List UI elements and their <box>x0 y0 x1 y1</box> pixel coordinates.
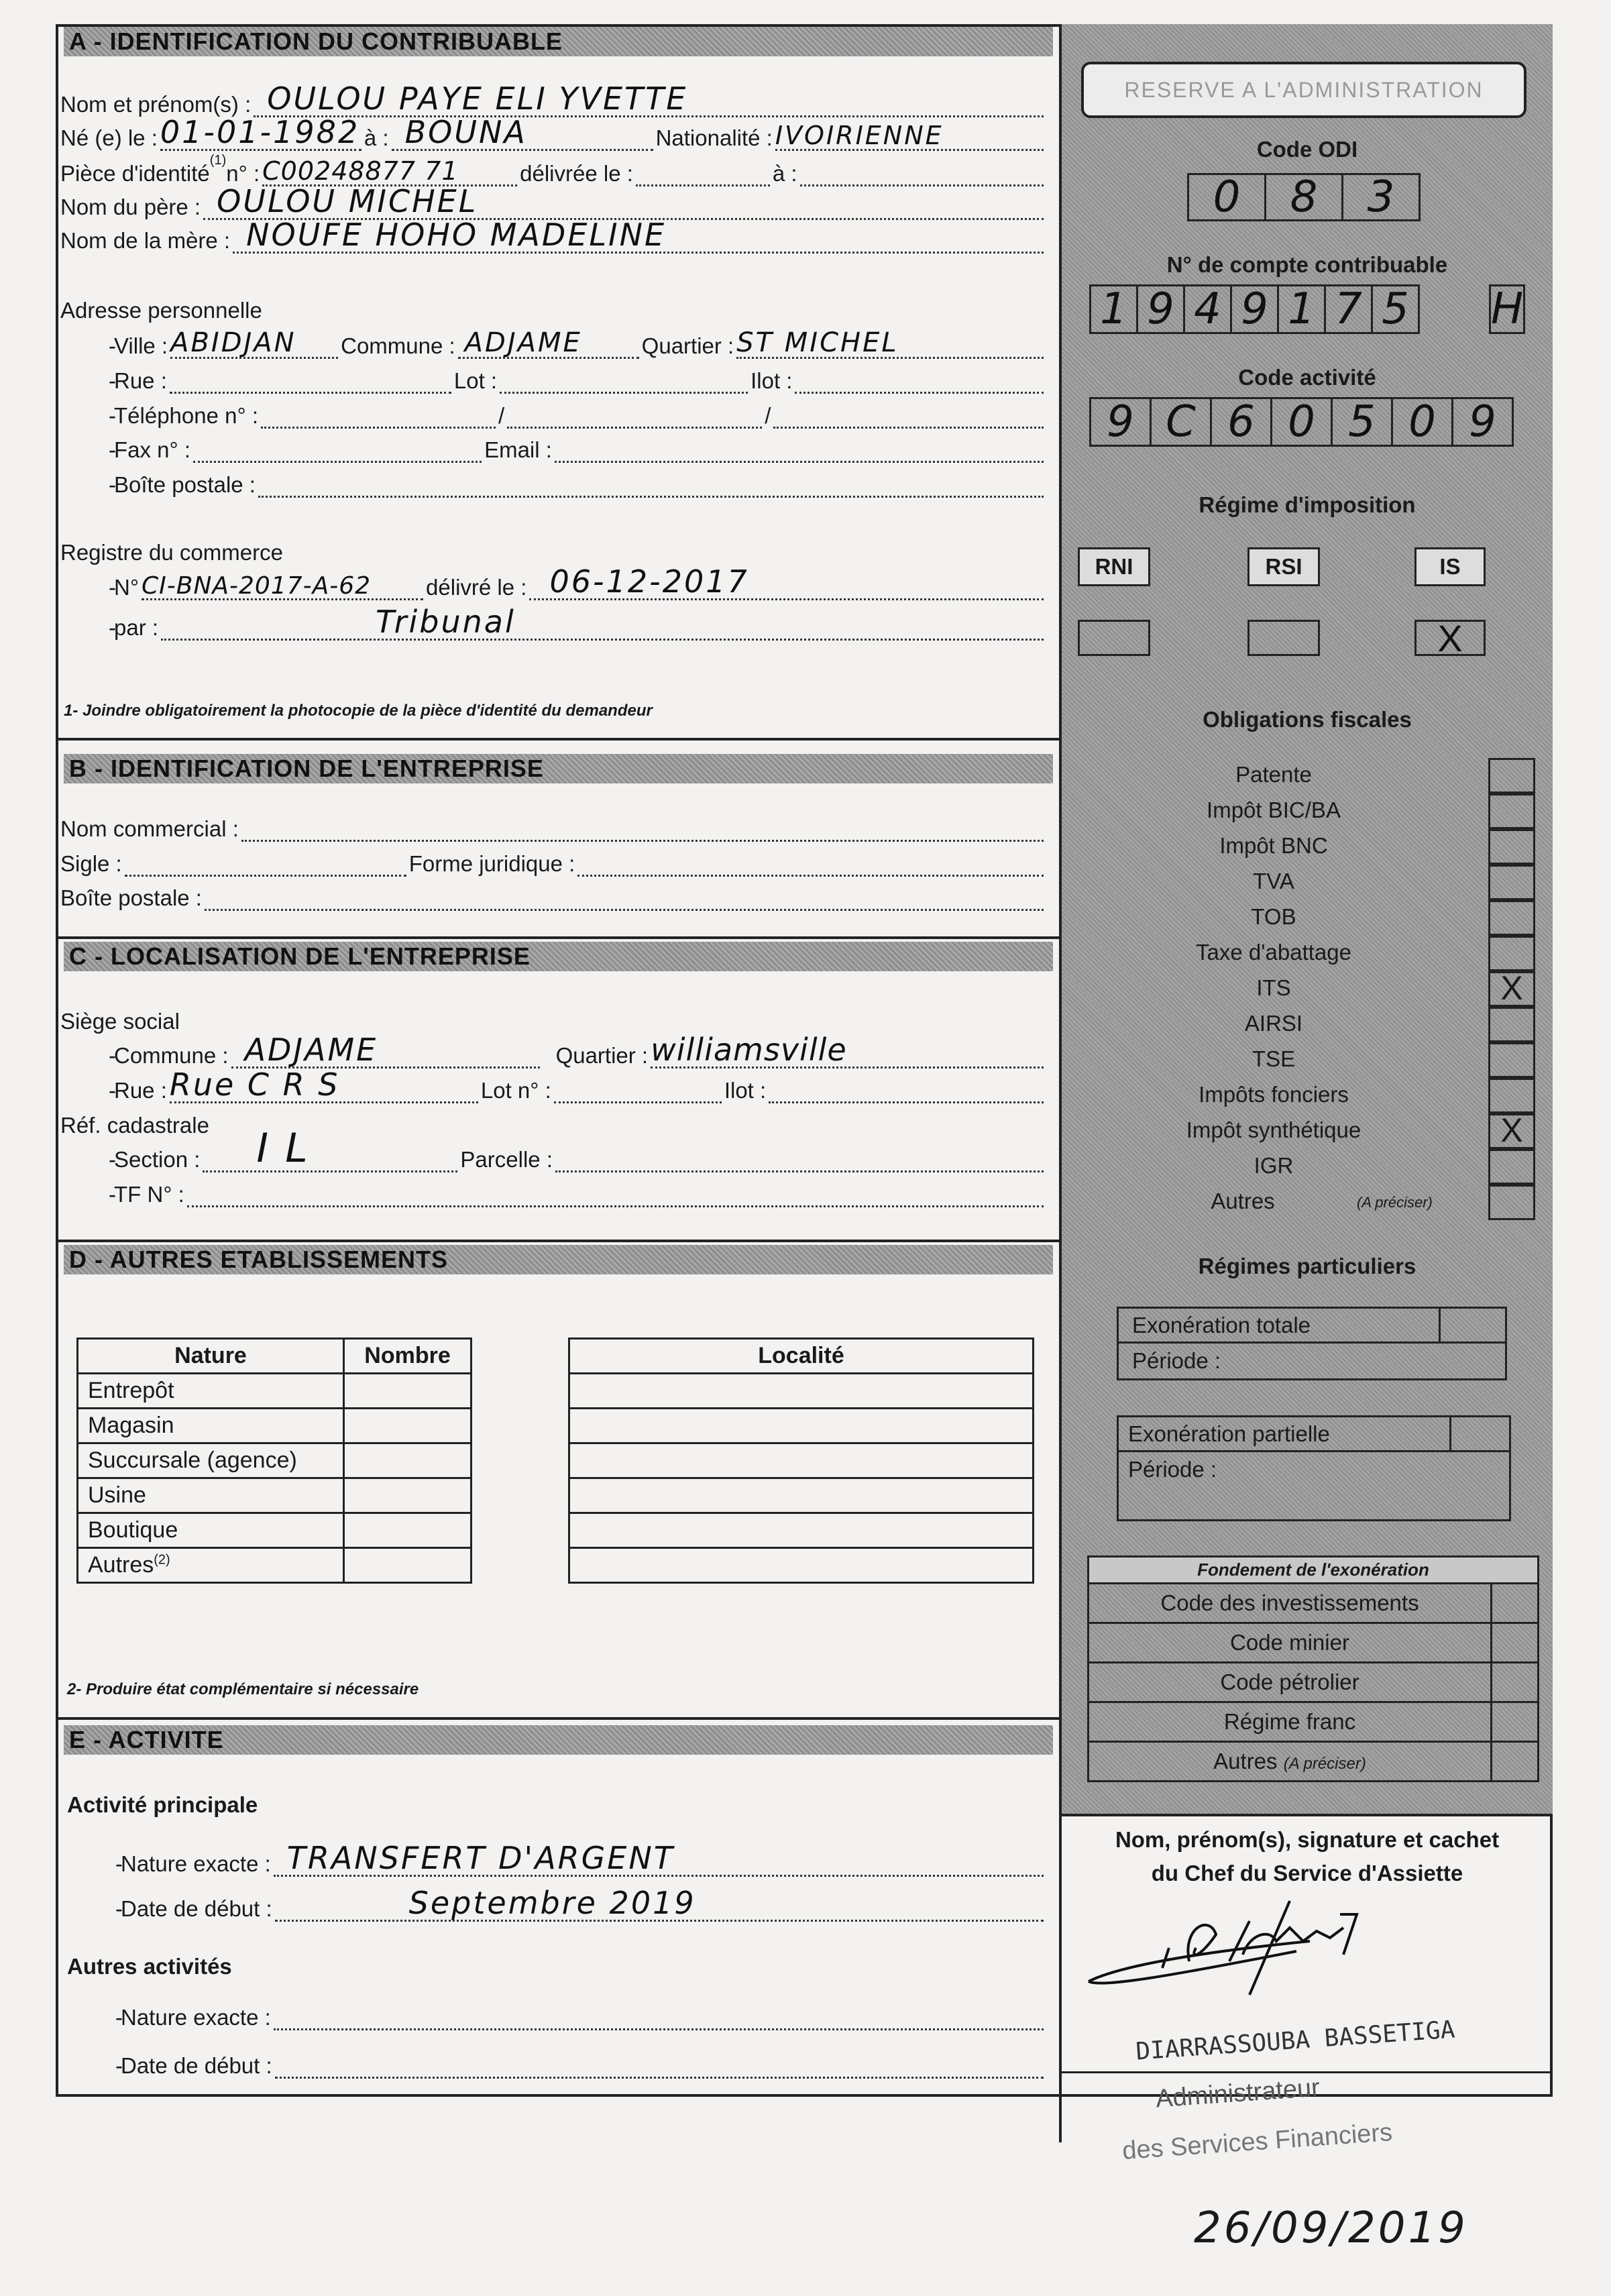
autres-label: Autres activités <box>67 1954 232 1979</box>
ref-heading <box>60 1105 1046 1138</box>
telephone-row <box>60 395 1046 429</box>
c-quartier-label: Quartier : <box>555 1043 649 1068</box>
nature-field[interactable] <box>274 1840 1044 1877</box>
compte-label: N° de compte contribuable <box>1166 252 1448 277</box>
nombre-cell[interactable] <box>344 1513 471 1548</box>
exo-partielle-label: Exonération partielle <box>1119 1417 1451 1452</box>
bullet: - <box>109 333 116 358</box>
debut-field[interactable] <box>275 1885 1044 1922</box>
ref-label: Réf. cadastrale <box>60 1113 209 1138</box>
pere-row <box>60 183 1046 220</box>
localite-cell[interactable] <box>569 1374 1034 1409</box>
section-d-header: D - AUTRES ETABLISSEMENTS <box>64 1245 1053 1274</box>
obligation-checkbox[interactable] <box>1488 758 1535 794</box>
digit-box: 7 <box>1324 284 1373 334</box>
obligation-label: Impôt synthétique <box>1186 1117 1362 1142</box>
b-bp-field[interactable] <box>205 885 1044 911</box>
piece-sup: (1) <box>209 153 227 168</box>
ne-field[interactable] <box>160 114 362 151</box>
email-field[interactable] <box>555 437 1044 463</box>
rue-label: Rue : <box>114 368 167 393</box>
ville-field[interactable] <box>170 327 338 359</box>
row-label: Usine <box>78 1478 344 1513</box>
periode2-label: Période : <box>1128 1457 1217 1482</box>
delivree-lieu-field[interactable] <box>800 161 1044 186</box>
fondement-item: Régime franc <box>1089 1702 1492 1742</box>
c-rue-value: Rue C R S <box>169 1067 340 1103</box>
signature-date: 26/09/2019 <box>1194 2203 1468 2253</box>
bullet: - <box>115 2053 123 2078</box>
lot-label: Lot : <box>453 368 498 393</box>
delivree-label: délivrée le : <box>520 161 633 186</box>
row-label: Autres <box>88 1552 154 1578</box>
bullet: - <box>109 368 116 393</box>
lieu-value: BOUNA <box>404 114 527 150</box>
localite-cell[interactable] <box>569 1548 1034 1583</box>
adresse-label: Adresse personnelle <box>60 298 262 323</box>
rc-delivre-field[interactable] <box>529 563 1044 600</box>
debut-value: Septembre 2019 <box>408 1885 696 1921</box>
regime-label: Régime d'imposition <box>1199 492 1416 517</box>
nom-commercial-row <box>60 808 1046 842</box>
digit-box: 0 <box>1270 397 1333 447</box>
footnote-2: 2- Produire état complémentaire si nécessaire <box>67 1680 419 1698</box>
tf-field[interactable] <box>187 1182 1044 1207</box>
divider <box>56 1717 1062 1720</box>
a-preciser-note: (A préciser) <box>1357 1194 1433 1211</box>
obligation-checkbox[interactable]: X <box>1488 971 1535 1007</box>
c-commune-field[interactable] <box>231 1032 540 1069</box>
principale-heading <box>67 1784 1053 1818</box>
c-rue-label: Rue : <box>114 1078 167 1103</box>
piece-no-label: n° : <box>226 161 260 186</box>
email-label: Email : <box>484 437 552 462</box>
sigle-row <box>60 843 1046 877</box>
par-label: par : <box>114 615 159 640</box>
rc-heading <box>60 532 1046 565</box>
c-quartier-field[interactable] <box>651 1032 1044 1069</box>
fax-label: Fax n° : <box>114 437 191 462</box>
nom-value: OULOU PAYE ELI YVETTE <box>267 80 688 117</box>
piece-row <box>60 153 1046 186</box>
sigle-field[interactable] <box>125 851 406 877</box>
activite-boxes[interactable] <box>1091 397 1514 447</box>
bp-label: Boîte postale : <box>114 472 256 497</box>
obligation-checkbox[interactable] <box>1488 1007 1535 1042</box>
bullet: - <box>109 1182 116 1207</box>
obligation-checkbox[interactable] <box>1488 900 1535 936</box>
table-row <box>78 1548 471 1583</box>
par-row <box>60 604 1046 641</box>
fondement-checkbox[interactable] <box>1492 1663 1539 1702</box>
nature2-field[interactable] <box>274 2005 1044 2030</box>
obligation-label: Autres <box>1211 1189 1275 1213</box>
digit-box: C <box>1150 397 1212 447</box>
section-a-header: A - IDENTIFICATION DU CONTRIBUABLE <box>64 27 1053 56</box>
telephone-field-2[interactable] <box>507 403 762 429</box>
nature-row <box>67 1840 1046 1877</box>
rc-delivre-label: délivré le : <box>426 575 527 600</box>
principale-label: Activité principale <box>67 1792 258 1817</box>
sigle-label: Sigle : <box>60 851 122 876</box>
digit-box: 9 <box>1451 397 1514 447</box>
parcelle-label: Parcelle : <box>460 1147 553 1172</box>
quartier-label: Quartier : <box>641 333 734 358</box>
rc-no-field[interactable] <box>142 572 423 600</box>
c-ilot-label: Ilot : <box>724 1078 767 1103</box>
obligation-checkbox[interactable] <box>1488 794 1535 829</box>
localite-cell[interactable] <box>569 1443 1034 1478</box>
obligation-checkbox[interactable] <box>1488 1185 1535 1220</box>
telephone-label: Téléphone n° : <box>114 403 259 428</box>
col-nature: Nature <box>78 1339 344 1374</box>
digit-box: 1 <box>1089 284 1138 334</box>
mere-field[interactable] <box>233 217 1044 254</box>
bullet: - <box>109 437 116 462</box>
bullet: - <box>115 2005 123 2030</box>
c-lot-field[interactable] <box>554 1078 722 1103</box>
nationalite-value: IVOIRIENNE <box>775 121 944 150</box>
bullet: - <box>109 575 116 600</box>
c-rue-row <box>60 1067 1046 1103</box>
tf-label: TF N° : <box>114 1182 184 1207</box>
nombre-cell[interactable] <box>344 1443 471 1478</box>
admin-panel <box>1062 24 1553 1814</box>
b-bp-row <box>60 877 1046 911</box>
c-commune-row <box>60 1032 1046 1069</box>
a2-label: à : <box>772 161 797 186</box>
pere-label: Nom du père : <box>60 195 201 219</box>
nom-field[interactable] <box>254 80 1044 117</box>
debut2-label: Date de début : <box>121 2053 272 2078</box>
is-label: IS <box>1414 547 1486 586</box>
bp-row <box>60 464 1046 498</box>
row-label: Magasin <box>78 1409 344 1443</box>
ne-label: Né (e) le : <box>60 125 158 150</box>
code-odi-label: Code ODI <box>1256 137 1358 162</box>
fondement-checkbox[interactable] <box>1492 1702 1539 1742</box>
rsi-label: RSI <box>1247 547 1320 586</box>
digit-box: 0 <box>1391 397 1453 447</box>
stamp-title-1: Administrateur <box>1154 2073 1321 2114</box>
obligation-label: TOB <box>1251 904 1296 929</box>
rni-label: RNI <box>1078 547 1150 586</box>
quartier-field[interactable] <box>736 327 1044 359</box>
commune-label: Commune : <box>341 333 455 358</box>
divider <box>56 936 1062 939</box>
obligation-checkbox[interactable] <box>1488 1149 1535 1185</box>
section-label: Section : <box>114 1147 201 1172</box>
is-checkbox[interactable]: X <box>1414 620 1486 656</box>
compte-boxes[interactable] <box>1091 284 1420 334</box>
table-row <box>78 1374 471 1409</box>
bullet: - <box>109 615 116 640</box>
table-row <box>78 1409 471 1443</box>
c-commune-value: ADJAME <box>244 1032 378 1068</box>
section-value: I L <box>256 1125 310 1172</box>
ville-row <box>60 325 1046 359</box>
digit-box: 5 <box>1371 284 1420 334</box>
mere-row <box>60 217 1046 254</box>
compte-key-box[interactable] <box>1491 284 1525 334</box>
bp-field[interactable] <box>258 472 1044 498</box>
rsi-checkbox[interactable] <box>1247 620 1320 656</box>
rc-label: Registre du commerce <box>60 540 283 565</box>
section-e-header: E - ACTIVITE <box>64 1725 1053 1755</box>
nombre-cell[interactable] <box>344 1478 471 1513</box>
ilot-field[interactable] <box>795 368 1044 394</box>
nom-row <box>60 80 1046 117</box>
obligation-label: ITS <box>1256 975 1291 1000</box>
signature-heading-1: Nom, prénom(s), signature et cachet <box>1115 1827 1500 1852</box>
obligation-checkbox[interactable] <box>1488 829 1535 865</box>
section-b-header: B - IDENTIFICATION DE L'ENTREPRISE <box>64 754 1053 783</box>
nom-label: Nom et prénom(s) : <box>60 92 252 117</box>
debut-label: Date de début : <box>121 1896 272 1921</box>
digit-box: 4 <box>1183 284 1232 334</box>
slash: / <box>765 403 771 428</box>
bullet: - <box>109 403 116 428</box>
rc-delivre-value: 06-12-2017 <box>549 563 749 600</box>
bullet: - <box>109 1043 116 1068</box>
fondement-header: Fondement de l'exonération <box>1089 1557 1539 1584</box>
lot-field[interactable] <box>500 368 748 394</box>
obligation-checkbox[interactable] <box>1488 1078 1535 1113</box>
code-odi-boxes[interactable] <box>1189 173 1421 221</box>
col-localite: Localité <box>569 1339 1034 1374</box>
section-c-header: C - LOCALISATION DE L'ENTREPRISE <box>64 942 1053 971</box>
a-label: à : <box>364 125 389 150</box>
nom-commercial-field[interactable] <box>241 816 1044 842</box>
obligation-label: AIRSI <box>1244 1011 1303 1036</box>
c-lot-label: Lot n° : <box>480 1078 551 1103</box>
signature-block <box>1062 1814 1553 2166</box>
fondement-item: Code minier <box>1089 1623 1492 1663</box>
fondement-checkbox[interactable] <box>1492 1623 1539 1663</box>
obligation-checkbox[interactable] <box>1488 1042 1535 1078</box>
obligation-label: Impôts fonciers <box>1199 1082 1349 1107</box>
digit-box: 9 <box>1089 397 1152 447</box>
obligation-checkbox[interactable]: X <box>1488 1113 1535 1149</box>
commune-value: ADJAME <box>464 327 582 358</box>
digit-box: 9 <box>1230 284 1279 334</box>
obligation-checkbox[interactable] <box>1488 865 1535 900</box>
quartier-value: ST MICHEL <box>736 327 899 358</box>
periode1-label: Période : <box>1132 1348 1221 1373</box>
bullet: - <box>109 1147 116 1172</box>
footnote-1: 1- Joindre obligatoirement la photocopie de la pièce d'identité du demandeur <box>64 702 653 720</box>
nationalite-field[interactable] <box>775 121 1044 151</box>
nombre-cell[interactable] <box>344 1409 471 1443</box>
par-value: Tribunal <box>376 604 516 640</box>
table-row <box>78 1443 471 1478</box>
debut2-field[interactable] <box>275 2053 1044 2079</box>
stamp-name: DIARRASSOUBA BASSETIGA <box>1135 2016 1456 2066</box>
table-row <box>78 1513 471 1548</box>
forme-field[interactable] <box>577 851 1044 877</box>
autres-sup: (2) <box>154 1552 170 1568</box>
par-field[interactable] <box>161 604 1044 641</box>
piece-label: Pièce d'identité <box>60 161 210 186</box>
nature2-label: Nature exacte : <box>121 2005 271 2030</box>
slash: / <box>498 403 505 428</box>
signature-heading-2: du Chef du Service d'Assiette <box>1151 1861 1463 1885</box>
nature2-row <box>67 1997 1046 2030</box>
nombre-cell[interactable] <box>344 1374 471 1409</box>
bullet: - <box>109 1078 116 1103</box>
digit-box: 3 <box>1341 173 1421 221</box>
b-bp-label: Boîte postale : <box>60 885 202 910</box>
siege-label: Siège social <box>60 1009 180 1034</box>
obligation-checkbox[interactable] <box>1488 936 1535 971</box>
fondement-table <box>1087 1555 1539 1782</box>
c-quartier-value: williamsville <box>651 1032 847 1068</box>
autres-heading <box>67 1946 1053 1979</box>
row-label: Succursale (agence) <box>78 1443 344 1478</box>
col-nombre: Nombre <box>344 1339 471 1374</box>
ilot-label: Ilot : <box>751 368 793 393</box>
divider <box>1062 2071 1553 2073</box>
rue-row <box>60 360 1046 394</box>
mere-value: NOUFE HOHO MADELINE <box>246 217 667 253</box>
key-box: H <box>1489 284 1525 334</box>
fondement-checkbox[interactable] <box>1492 1742 1539 1782</box>
rc-row <box>60 563 1046 600</box>
row-label: Boutique <box>78 1513 344 1548</box>
digit-box: 6 <box>1210 397 1272 447</box>
delivree-field[interactable] <box>636 161 770 186</box>
siege-heading <box>60 1001 1046 1034</box>
debut2-row <box>67 2045 1046 2079</box>
obligations-label: Obligations fiscales <box>1203 707 1412 732</box>
digit-box: 0 <box>1187 173 1266 221</box>
telephone-field-1[interactable] <box>261 403 496 429</box>
exo-totale-box <box>1117 1307 1507 1380</box>
etablissements-table <box>76 1337 472 1584</box>
obligation-label: Impôt BIC/BA <box>1207 798 1341 822</box>
obligation-label: Patente <box>1235 762 1312 787</box>
c-rue-field[interactable] <box>169 1067 478 1103</box>
obligation-label: Taxe d'abattage <box>1196 940 1351 965</box>
naissance-row <box>60 114 1046 151</box>
regimes-particuliers-label: Régimes particuliers <box>1198 1254 1416 1278</box>
localite-cell[interactable] <box>569 1478 1034 1513</box>
lieu-field[interactable] <box>392 114 653 151</box>
telephone-field-3[interactable] <box>773 403 1044 429</box>
divider <box>56 1240 1062 1242</box>
bullet: - <box>115 1851 123 1876</box>
stamp-title-2: des Services Financiers <box>1121 2118 1394 2166</box>
rc-no-value: CI-BNA-2017-A-62 <box>142 572 372 600</box>
exo-totale-checkbox[interactable] <box>1441 1309 1505 1344</box>
nature-label: Nature exacte : <box>121 1851 271 1876</box>
piece-value: C00248877 71 <box>262 156 459 186</box>
rue-field[interactable] <box>170 368 451 394</box>
divider <box>56 738 1062 741</box>
pere-value: OULOU MICHEL <box>217 183 478 219</box>
obligation-label: IGR <box>1254 1153 1294 1178</box>
adresse-heading <box>60 290 1046 323</box>
a-preciser-note: (A préciser) <box>1283 1755 1366 1773</box>
nombre-cell[interactable] <box>344 1548 471 1583</box>
digit-box: 9 <box>1136 284 1185 334</box>
ne-value: 01-01-1982 <box>160 114 360 150</box>
nationalite-label: Nationalité : <box>655 125 773 150</box>
obligation-label: TSE <box>1252 1046 1296 1071</box>
exo-partielle-box <box>1117 1415 1511 1521</box>
exo-partielle-checkbox[interactable] <box>1451 1417 1509 1452</box>
divider <box>1062 1814 1553 1816</box>
fax-row <box>60 429 1046 463</box>
exo-totale-label: Exonération totale <box>1119 1309 1441 1344</box>
bullet: - <box>115 1896 123 1921</box>
mere-label: Nom de la mère : <box>60 228 231 253</box>
localite-cell[interactable] <box>569 1409 1034 1443</box>
fondement-item: Code des investissements <box>1089 1584 1492 1623</box>
nom-commercial-label: Nom commercial : <box>60 816 239 841</box>
parcelle-field[interactable] <box>555 1147 1044 1172</box>
bullet: - <box>109 472 116 497</box>
digit-box: 5 <box>1331 397 1393 447</box>
c-commune-label: Commune : <box>114 1043 229 1068</box>
digit-box: 1 <box>1277 284 1326 334</box>
localite-table <box>568 1337 1034 1584</box>
c-ilot-field[interactable] <box>769 1078 1044 1103</box>
fondement-item: Code pétrolier <box>1089 1663 1492 1702</box>
table-row <box>78 1478 471 1513</box>
activite-label: Code activité <box>1238 365 1376 390</box>
debut-row <box>67 1885 1046 1922</box>
commune-field[interactable] <box>458 327 639 359</box>
signature-drawing <box>1075 1888 1491 2008</box>
rni-checkbox[interactable] <box>1078 620 1150 656</box>
section-field[interactable] <box>203 1125 457 1172</box>
tf-row <box>60 1174 1046 1207</box>
row-label: Entrepôt <box>78 1374 344 1409</box>
forme-label: Forme juridique : <box>408 851 575 876</box>
fax-field[interactable] <box>193 437 482 463</box>
reserve-banner: RESERVE A L'ADMINISTRATION <box>1081 62 1526 118</box>
nature-value: TRANSFERT D'ARGENT <box>286 1840 675 1876</box>
ville-value: ABIDJAN <box>170 327 296 358</box>
digit-box: 8 <box>1264 173 1343 221</box>
ville-label: Ville : <box>114 333 168 358</box>
obligation-label: TVA <box>1253 869 1294 893</box>
fondement-checkbox[interactable] <box>1492 1584 1539 1623</box>
obligation-label: Impôt BNC <box>1219 833 1328 858</box>
localite-cell[interactable] <box>569 1513 1034 1548</box>
fondement-item: Autres <box>1213 1749 1278 1773</box>
rc-no-label: N° <box>114 575 140 600</box>
